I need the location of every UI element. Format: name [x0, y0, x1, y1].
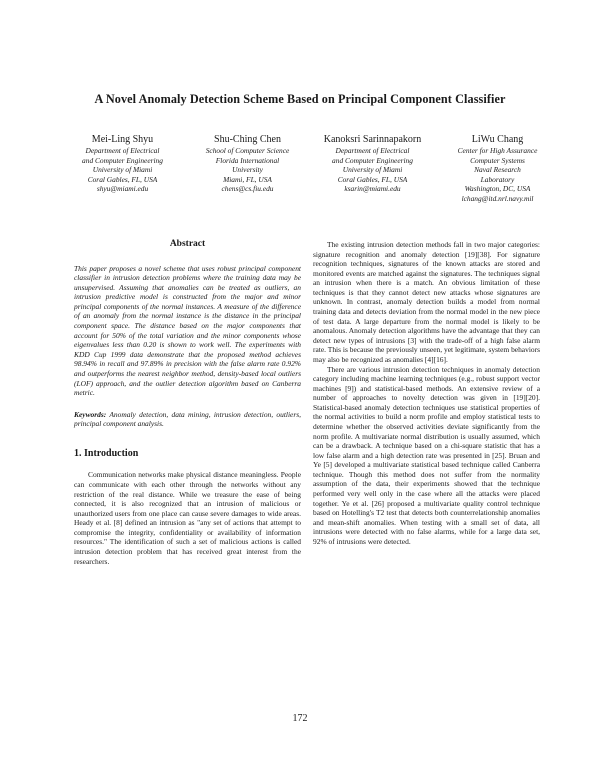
keywords-label: Keywords:: [74, 409, 107, 419]
section-heading-introduction: 1. Introduction: [74, 447, 139, 459]
page-number: 172: [292, 713, 308, 724]
intro-paragraph: Communication networks make physical distance meaningless. People can communicate with each other through the networks without any restriction of the real distance. While we treasure the ease of being connected, it is also recognized that an intrusion of malicious or unauthorized users from one place can cause severe damages to wide areas. Heady et al. [8] defined an intrusion as "any set of actions that attempt to compromise the integrity, confidentiality or availability of information resources." The identification of such a set of malicious actions is called intrusion detection problem that has received great interest from the researchers.: [74, 470, 301, 566]
author-affiliation: University of Miami: [92, 165, 153, 175]
author-affiliation: University of Miami: [342, 165, 403, 175]
author-affiliation: Computer Systems: [470, 155, 525, 165]
author-1: [60, 133, 185, 204]
keywords-text: Anomaly detection, data mining, intrusion detection, outliers, principal component analysis.: [74, 409, 301, 429]
author-block: [60, 133, 560, 204]
left-column: [74, 240, 301, 566]
author-affiliation: Naval Research: [474, 165, 521, 175]
author-name: Kanoksri Sarinnapakorn: [323, 134, 422, 145]
author-location: Washington, DC, USA: [464, 184, 531, 194]
author-name: Mei-Ling Shyu: [91, 134, 154, 145]
author-affiliation: Laboratory: [480, 174, 515, 184]
keywords: [74, 410, 301, 429]
body-paragraph: The existing intrusion detection methods fall in two major categories: signature recognition and anomaly detection [19][38]. For signature recognition techniques, signatures of the known attacks are stored and monitored events are matched against the signatures. The techniques signal an intrusion when there is a match. An obvious limitation of these techniques is that they cannot detect new attacks whose signatures are unknown. In contrast, anomaly detection builds a model from normal training data and detects deviation from the normal model in the new piece of test data. A large departure from the normal model is likely to be anomalous. Anomaly detection algorithms have the advantage that they can detect new types of intrusions [3] with the trade-off of a high false alarm rate. This is because the previously unseen, yet legitimate, system behaviors may also be recognized as anomalies [4][16].: [313, 240, 540, 364]
author-name: LiWu Chang: [471, 134, 524, 145]
author-2: [185, 133, 310, 204]
author-3: [310, 133, 435, 204]
abstract-text: This paper proposes a novel scheme that uses robust principal component classifier in intrusion detection problems where the training data may be unsupervised. Assuming that anomalies can be treated as outliers, an intrusion predictive model is constructed from the major and minor principal components of the normal instances. A measure of the difference of an anomaly from the normal instance is the distance in the principal component space. The distance based on the major components that account for 50% of the total variation and the minor components whose eigenvalues less than 0.20 is shown to work well. The experiments with KDD Cup 1999 data demonstrate that the proposed method achieves 98.94% in recall and 97.89% in precision with the false alarm rate 0.92% and outperforms the nearest neighbor method, density-based local outliers (LOF) approach, and the outlier detection algorithm based on Canberra metric.: [74, 263, 301, 398]
author-affiliation: Department of Electrical: [85, 146, 160, 155]
author-affiliation: Florida International: [215, 155, 280, 165]
author-affiliation: Center for High Assurance: [457, 146, 538, 155]
author-location: Coral Gables, FL, USA: [337, 174, 408, 184]
author-location: Miami, FL, USA: [223, 174, 272, 184]
author-affiliation: and Computer Engineering: [332, 155, 413, 165]
author-affiliation: Department of Electrical: [335, 146, 410, 155]
author-affiliation: and Computer Engineering: [82, 155, 163, 165]
right-column: [313, 240, 540, 547]
author-email: lchang@itd.nrl.navy.mil: [461, 193, 534, 203]
author-affiliation: University: [232, 165, 263, 175]
author-email: shyu@miami.edu: [96, 184, 149, 194]
author-affiliation: School of Computer Science: [205, 146, 290, 155]
author-email: ksarin@miami.edu: [344, 184, 401, 194]
abstract-heading: Abstract: [169, 239, 206, 249]
paper-title: A Novel Anomaly Detection Scheme Based on Principal Component Classifier: [94, 92, 506, 106]
author-name: Shu-Ching Chen: [214, 134, 281, 145]
author-4: [435, 133, 560, 204]
body-paragraph: There are various intrusion detection techniques in anomaly detection category including machine learning techniques (e.g., robust support vector machines [9]) and statistical-based methods. An extensive review of a number of approaches to novelty detection was given in [19][20]. Statistical-based anomaly detection techniques use statistical properties of the normal activities to build a norm profile and employ statistical tests to determine whether the observed activities deviate significantly from the norm profile. A multivariate normal distribution is usually assumed, which can be a drawback. A technique based on a chi-square statistic that has a low false alarm and a high detection rate was presented in [25]. Bruan and Ye [5] developed a multivariate statistical based technique called Canberra technique. Though this method does not suffer from the normality assumption of the data, their experiments showed that the technique performed very well only in the case where all the attacks were placed together. Ye et al. [26] proposed a multivariate quality control technique based on Hotelling's T2 test that detects both counterrelationship anomalies and mean-shift anomalies. When testing with a small set of data, all intrusions were detected with no false alarms, while for a large data set, 92% of intrusions were detected.: [313, 364, 540, 546]
author-email: chens@cs.fiu.edu: [221, 184, 274, 194]
author-location: Coral Gables, FL, USA: [87, 174, 158, 184]
